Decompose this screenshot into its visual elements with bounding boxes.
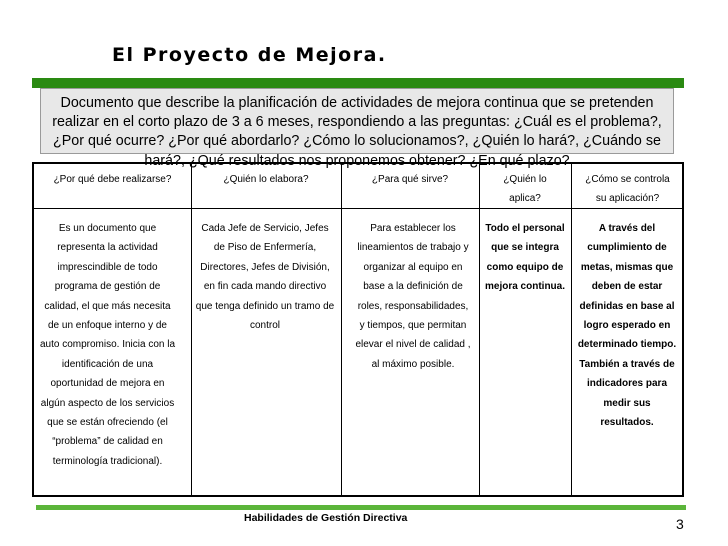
cell-line: “problema” de calidad en [52, 436, 163, 448]
cell-line: como equipo de [486, 261, 564, 273]
cell-line: base a la definición de [363, 281, 463, 293]
cell-line: Es un documento que [58, 223, 157, 234]
cell-line: resultados. [600, 417, 654, 429]
column-divider [341, 164, 342, 495]
cell-line: que se integra [491, 242, 559, 254]
cell-line: en fin cada mando directivo [203, 281, 327, 293]
cell-line: cumplimiento de [587, 242, 667, 254]
cell-line: oportunidad de mejora en [50, 378, 165, 390]
header-purpose [341, 170, 479, 189]
description-line: ¿Por qué ocurre? ¿Por qué abordarlo? ¿Cómo lo solucionamos?, ¿Quién lo hará?, ¿Cuándo se [53, 133, 661, 150]
cell-line: indicadores para [586, 378, 668, 390]
cell-line: identificación de una [61, 358, 154, 370]
page-number: 3 [676, 516, 684, 532]
cell-line: mejora continua. [484, 281, 565, 293]
header-who-makes [191, 170, 341, 189]
header-text: ¿Por qué debe realizarse? [53, 174, 172, 185]
cell-line: También a través de [579, 358, 675, 370]
cell-line: que se están ofreciendo (el [47, 417, 168, 429]
cell-line: lineamientos de trabajo y [357, 242, 469, 254]
description-line: Documento que describe la planificación de actividades de mejora continua que se pretenden [60, 95, 654, 111]
cell-line: determinado tiempo. [577, 339, 677, 351]
cell-line: de un enfoque interno y de [48, 320, 167, 332]
cell-purpose [346, 219, 480, 374]
cell-line: Directores, Jefes de División, [200, 261, 330, 273]
description-line: realizar en el corto plazo de 3 a 6 meses, respondiendo a las preguntas: ¿Cuál es el problema?, [52, 114, 662, 131]
cell-line: auto compromiso. Inicia con la [39, 339, 176, 351]
cell-line: al máximo posible. [371, 358, 455, 370]
cell-line: Para establecer los [370, 223, 456, 234]
cell-line: calidad, el que más necesita [44, 300, 171, 312]
cell-line: terminología tradicional). [52, 455, 163, 467]
cell-line: imprescindible de todo [57, 261, 158, 273]
cell-who-makes [191, 219, 339, 335]
cell-line: deben de estar [591, 281, 663, 293]
header-who-applies [479, 170, 571, 209]
footer-label: Habilidades de Gestión Directiva [244, 512, 408, 524]
header-how-controlled [571, 170, 684, 209]
header-text: ¿Quién lo elabora? [223, 174, 309, 185]
cell-line: medir sus [603, 397, 651, 409]
info-table [32, 162, 684, 497]
footer-bar [36, 505, 686, 510]
header-text: su aplicación? [595, 193, 660, 205]
cell-line: definidas en base al [579, 300, 675, 312]
cell-line: roles, responsabilidades, [357, 300, 469, 312]
slide-title: El Proyecto de Mejora. [112, 44, 387, 66]
header-why [34, 170, 191, 189]
description-line: hará?, ¿Qué resultados nos proponemos obtener? ¿En qué plazo? [144, 152, 570, 169]
cell-line: y tiempos, que permitan [359, 320, 467, 332]
description-box [40, 88, 674, 169]
cell-line: elevar el nivel de calidad , [355, 339, 471, 351]
cell-line: logro esperado en [583, 320, 671, 332]
header-text: aplica? [509, 193, 541, 205]
cell-who-applies [480, 219, 570, 297]
cell-line: algún aspecto de los servicios [40, 397, 175, 409]
cell-line: representa la actividad [57, 242, 158, 254]
header-text: ¿Cómo se controla [585, 174, 670, 185]
cell-how-controlled [572, 219, 682, 432]
cell-line: Cada Jefe de Servicio, Jefes [201, 223, 329, 234]
cell-line: control [249, 320, 280, 332]
header-text: ¿Para qué sirve? [371, 174, 449, 185]
cell-line: metas, mismas que [580, 261, 674, 273]
cell-line: que tenga definido un tramo de [195, 300, 335, 312]
cell-why [34, 219, 181, 471]
header-text: ¿Quién lo [503, 174, 547, 185]
cell-line: de Piso de Enfermería, [213, 242, 317, 254]
cell-line: organizar al equipo en [363, 261, 463, 273]
cell-line: programa de gestión de [54, 281, 161, 293]
cell-line: A través del [598, 223, 656, 234]
title-divider-bar [32, 78, 684, 88]
cell-line: Todo el personal [485, 223, 565, 234]
